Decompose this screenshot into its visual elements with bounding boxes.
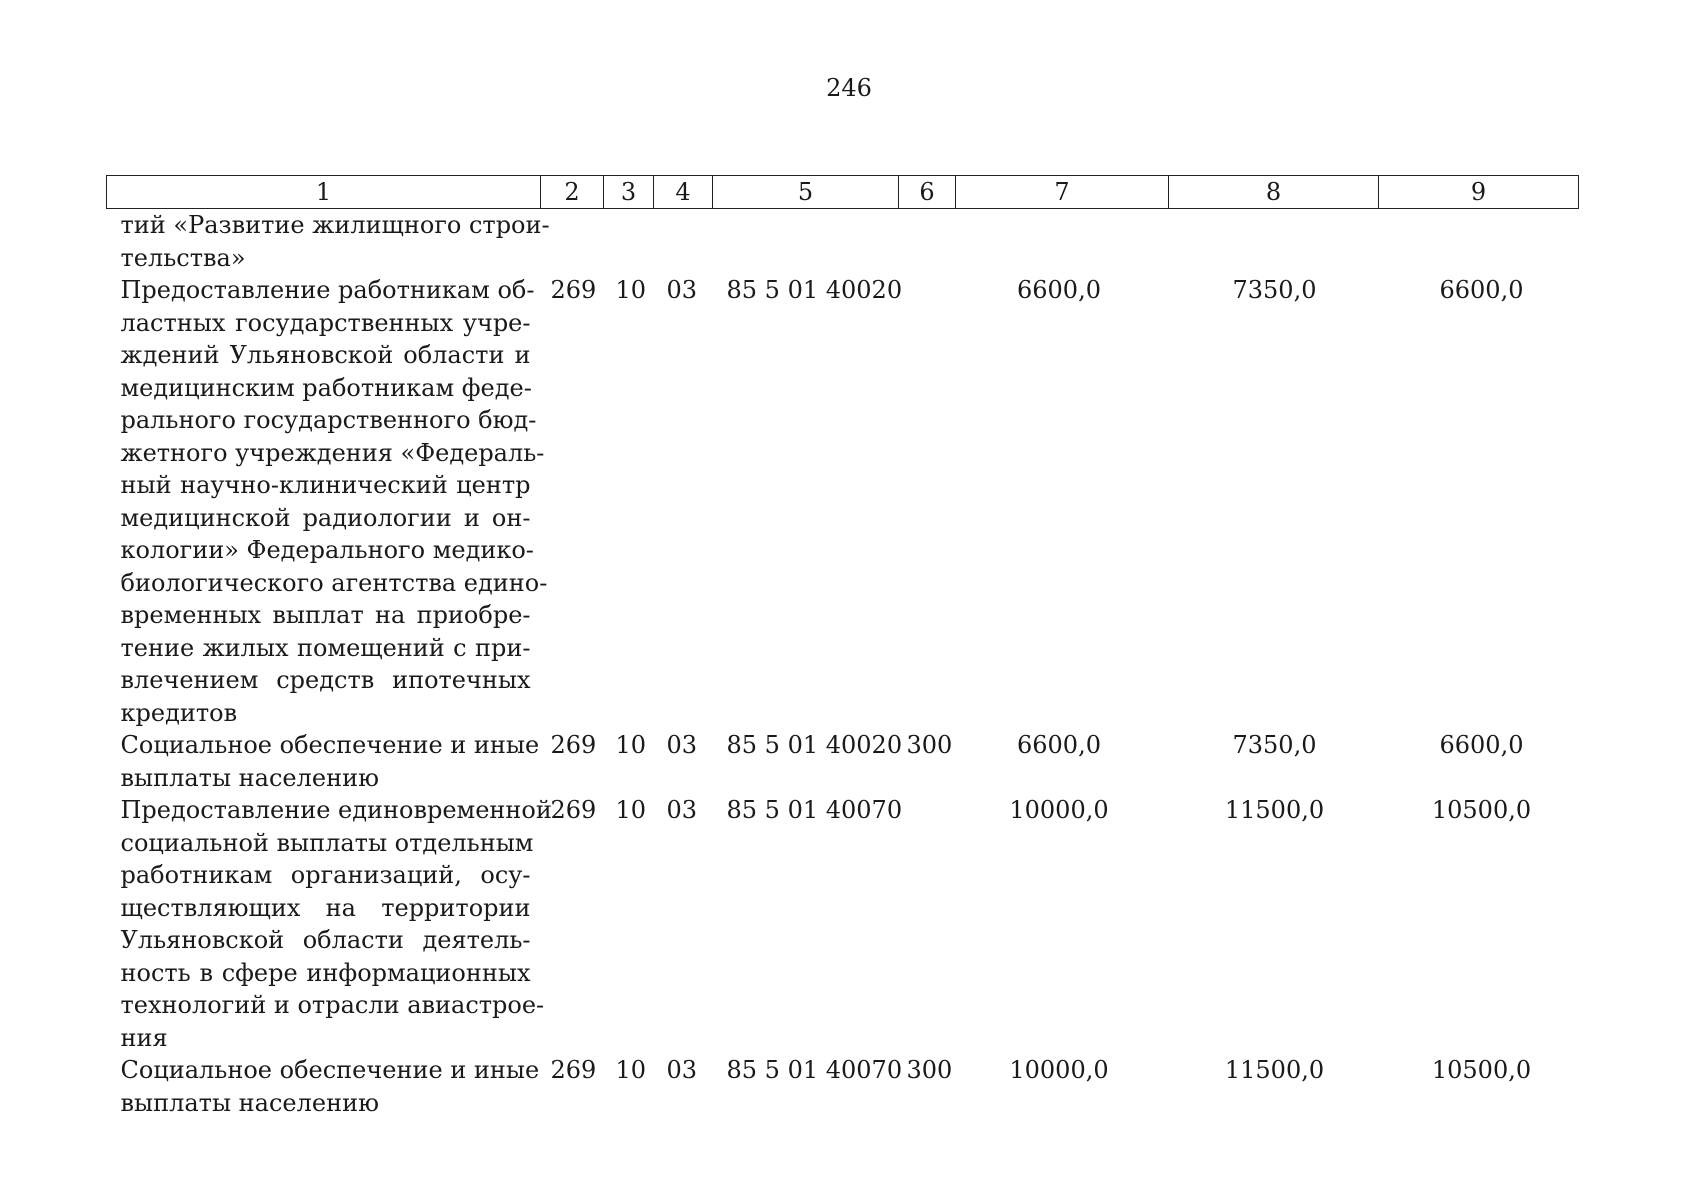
table-row	[107, 794, 1579, 1054]
target-article-code-cell: 85 5 01 40020	[726, 276, 903, 304]
row-name-line: кологии» Федерального медико-	[120, 536, 534, 564]
ministry-code-cell: 269	[550, 731, 597, 759]
row-name-line: временных выплат на приобре-	[120, 601, 531, 629]
subsection-code-cell: 03	[666, 731, 698, 759]
row-name-line: ждений Ульяновской области и	[120, 341, 531, 369]
row-name-line: Социальное обеспечение и иные	[120, 731, 540, 759]
column-header-5: 5	[713, 176, 899, 209]
row-name-cell	[107, 794, 552, 1054]
ministry-code-cell: 269	[550, 276, 597, 304]
row-name-cell	[107, 209, 550, 275]
column-header-9: 9	[1379, 176, 1579, 209]
expense-type-code-cell	[899, 209, 956, 275]
expense-type-code-cell	[899, 274, 956, 729]
section-code-cell: 10	[615, 796, 647, 824]
amount-col8-cell: 7350,0	[1232, 276, 1317, 304]
column-header-8: 8	[1169, 176, 1379, 209]
table-row	[107, 209, 1579, 275]
expense-type-code-cell: 300	[906, 731, 953, 759]
row-name-line: ществляющих на территории	[120, 893, 531, 922]
row-name-line: тельства»	[120, 243, 246, 272]
row-name-line: выплаты населению	[120, 763, 379, 792]
row-name-line: рального государственного бюд-	[120, 406, 537, 434]
subsection-code-cell: 03	[666, 276, 698, 304]
ministry-code-cell	[541, 209, 604, 275]
expense-type-code-cell: 300	[906, 1056, 953, 1084]
amount-col7-cell: 6600,0	[1017, 276, 1101, 304]
row-name-line: выплаты населению	[120, 1088, 379, 1117]
row-name-cell	[107, 1054, 541, 1119]
column-header-7: 7	[956, 176, 1169, 209]
row-name-line: Социальное обеспечение и иные	[120, 1056, 540, 1084]
row-name-line: медицинской радиологии и он-	[120, 503, 531, 532]
amount-col9-cell: 10500,0	[1431, 1056, 1532, 1084]
amount-col9-cell: 6600,0	[1439, 731, 1524, 759]
page-number: 246	[826, 74, 872, 102]
column-header-4: 4	[654, 176, 713, 209]
row-name-line: Предоставление единовременной	[120, 796, 552, 824]
row-name-line: ластных государственных учре-	[120, 308, 531, 337]
subsection-code-cell	[654, 209, 713, 275]
row-name-line: ния	[120, 1023, 168, 1052]
expense-type-code-cell	[899, 794, 956, 1054]
column-header-1: 1	[107, 176, 541, 209]
ministry-code-cell: 269	[550, 796, 597, 824]
row-name-line: Предоставление работникам об-	[120, 276, 535, 304]
amount-col7-cell: 10000,0	[1009, 1056, 1109, 1084]
amount-col9-cell: 6600,0	[1439, 276, 1524, 304]
row-name-line: тение жилых помещений с при-	[120, 633, 531, 662]
subsection-code-cell: 03	[666, 1056, 698, 1084]
table-header-row	[107, 176, 1579, 209]
target-article-code-cell: 85 5 01 40070	[726, 796, 903, 824]
row-name-cell	[107, 729, 541, 794]
section-code-cell: 10	[615, 276, 647, 304]
row-name-line: тий «Развитие жилищного строи-	[120, 211, 550, 239]
target-article-code-cell: 85 5 01 40070	[726, 1056, 903, 1084]
target-article-code-cell	[713, 209, 899, 275]
amount-col9-cell	[1379, 209, 1579, 275]
row-name-line: Ульяновской области деятель-	[120, 926, 531, 954]
column-header-3: 3	[604, 176, 654, 209]
ministry-code-cell: 269	[550, 1056, 597, 1084]
row-name-cell	[107, 274, 548, 729]
table-body	[107, 209, 1579, 1120]
section-code-cell: 10	[615, 1056, 647, 1084]
table-row	[107, 1054, 1579, 1119]
column-header-2: 2	[541, 176, 604, 209]
table-row	[107, 274, 1579, 729]
amount-col8-cell: 11500,0	[1224, 1056, 1325, 1084]
section-code-cell	[604, 209, 654, 275]
budget-table	[106, 175, 1579, 1119]
table-header	[107, 176, 1579, 209]
amount-col7-cell	[956, 209, 1169, 275]
table-row	[107, 729, 1579, 794]
target-article-code-cell: 85 5 01 40020	[726, 731, 903, 759]
row-name-line: кредитов	[120, 698, 238, 727]
section-code-cell: 10	[615, 731, 647, 759]
row-name-line: социальной выплаты отдельным	[120, 828, 534, 857]
amount-col8-cell	[1169, 209, 1379, 275]
row-name-line: ность в сфере информационных	[120, 958, 531, 987]
amount-col8-cell: 11500,0	[1224, 796, 1325, 824]
row-name-line: медицинским работникам феде-	[120, 373, 532, 402]
amount-col8-cell: 7350,0	[1232, 731, 1317, 759]
amount-col7-cell: 10000,0	[1009, 796, 1109, 824]
amount-col7-cell: 6600,0	[1017, 731, 1101, 759]
row-name-line: жетного учреждения «Федераль-	[120, 438, 545, 467]
row-name-line: биологического агентства едино-	[120, 568, 548, 597]
subsection-code-cell: 03	[666, 796, 698, 824]
row-name-line: влечением средств ипотечных	[120, 666, 531, 694]
row-name-line: работникам организаций, осу-	[120, 861, 531, 889]
column-header-6: 6	[899, 176, 956, 209]
row-name-line: технологий и отрасли авиастрое-	[120, 991, 545, 1019]
amount-col9-cell: 10500,0	[1431, 796, 1532, 824]
row-name-line: ный научно-клинический центр	[120, 471, 531, 499]
